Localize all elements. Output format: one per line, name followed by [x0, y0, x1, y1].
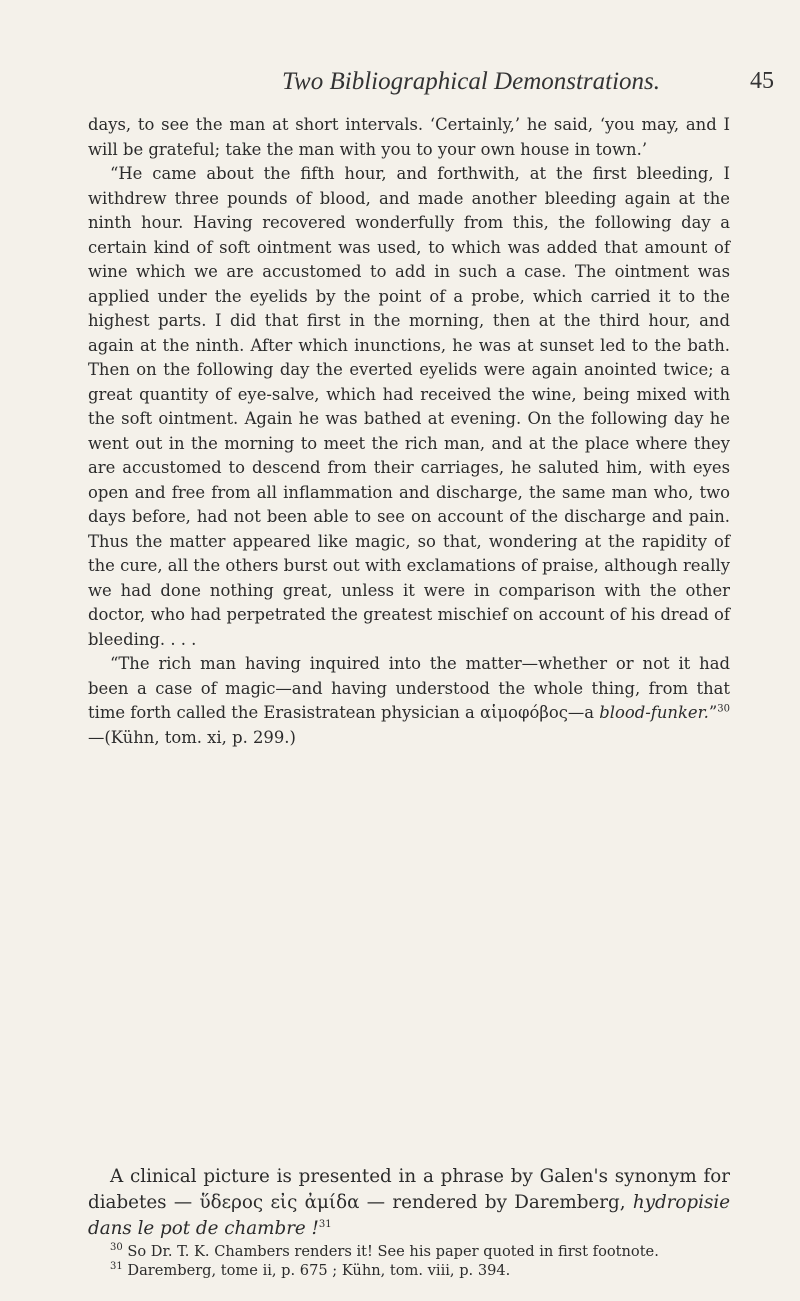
clinical-paragraph-block [88, 1164, 730, 1242]
clinical-text-mid: — rendered by Daremberg, [366, 1192, 626, 1213]
citation: —(Kühn, tom. xi, p. 299.) [88, 727, 296, 747]
page-number: 45 [750, 68, 774, 94]
footnote-number: 30 [110, 1242, 123, 1254]
footnote-text: Daremberg, tome ii, p. 675 ; Kühn, tom. viii, p. 394. [127, 1262, 511, 1279]
greek-phrase: ὕδερος εἰς ἀμίδα [199, 1192, 360, 1213]
clinical-paragraph [88, 1164, 730, 1242]
running-head [0, 68, 800, 98]
paragraph-continued: days, to see the man at short intervals. ‘Certainly,’ he said, ‘you may, and I will be grateful; take the man with you to your own house in town.’ [88, 115, 730, 159]
footnote [88, 1242, 730, 1261]
footnote [88, 1261, 730, 1280]
paragraph-quote-end [88, 652, 730, 750]
closing-quote: ” [708, 703, 718, 722]
footnote-text: So Dr. T. K. Chambers renders it! See his paper quoted in first footnote. [127, 1243, 659, 1260]
italic-phrase: blood-funker. [599, 703, 709, 722]
main-text [88, 113, 730, 750]
paragraph-quote: “He came about the fifth hour, and forthwith, at the first bleeding, I withdrew three pounds of blood, and made another bleeding again at the ninth hour. Having recovered wonderfully from this, the following day a certain kind of soft ointment was used, to which was added that amount of wine which we are accustomed to add in such a case. The ointment was applied under the eyelids by the point of a probe, which carried it to the highest parts. I did that first in the morning, then at the third hour, and again at the ninth. After which inunctions, he was at sunset led to the bath. Then on the following day the everted eyelids were again anointed twice; a great quantity of eye-salve, which had received the wine, being mixed with the soft ointment. Again he was bathed at evening. On the following day he went out in the morning to meet the rich man, and at the place where they are accustomed to descend from their carriages, he saluted him, with eyes open and free from all inflammation and discharge, the same man who, two days before, had not been able to see on account of the discharge and pain. Thus the matter appeared like magic, so that, wondering at the rapidity of the cure, all the others burst out with exclamations of praise, although really we had done nothing great, unless it were in comparison with the other doctor, who had perpetrated the greatest mischief on account of his dread of bleeding. . . . [88, 164, 730, 649]
quote-text: “The rich man having inquired into the matter—whether or not it had been a case of magic—and having understood the whole thing, from that time forth called the Erasistratean physician a [88, 654, 730, 722]
clinical-text: A clinical picture is presented in a phrase by Galen's synonym for diabetes — [88, 1166, 730, 1213]
french-phrase: hydropisie dans le pot de chambre ! [88, 1192, 731, 1239]
greek-word: αἱμοφόβος [480, 703, 568, 722]
footnotes [88, 1242, 730, 1280]
footnote-ref: 31 [318, 1218, 332, 1230]
footnote-number: 31 [110, 1261, 123, 1273]
dash-text: —a [567, 703, 595, 722]
footnote-ref: 30 [717, 703, 730, 715]
running-title: Two Bibliographical Demonstrations. [282, 68, 661, 95]
